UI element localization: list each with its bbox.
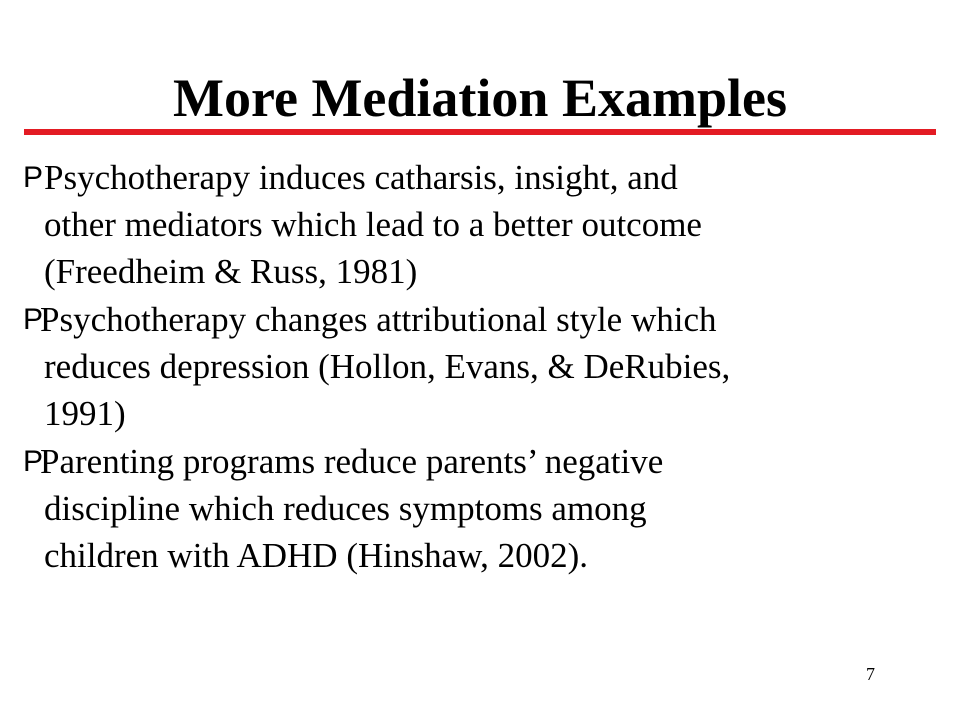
bullet-line: 1991) xyxy=(44,394,126,433)
bullet-line: (Freedheim & Russ, 1981) xyxy=(44,252,418,291)
bullet-item-3 xyxy=(0,438,904,579)
bullet-marker-icon: P xyxy=(23,303,44,336)
title-underline xyxy=(24,129,936,135)
bullet-marker-icon: P xyxy=(23,445,44,478)
bullet-marker-icon: P xyxy=(23,161,44,194)
bullet-line: reduces depression (Hollon, Evans, & DeRubies, xyxy=(44,347,731,386)
bullet-line: children with ADHD (Hinshaw, 2002). xyxy=(44,536,589,575)
bullet-line: discipline which reduces symptoms among xyxy=(44,489,647,528)
bullet-line: other mediators which lead to a better outcome xyxy=(44,205,702,244)
page-number: 7 xyxy=(866,664,875,684)
bullet-line: Parenting programs reduce parents’ negative xyxy=(40,442,664,481)
bullet-item-2 xyxy=(0,296,904,437)
slide-title: More Mediation Examples xyxy=(173,68,787,128)
bullet-item-1 xyxy=(0,154,904,295)
bullet-line: Psychotherapy changes attributional style which xyxy=(40,300,717,339)
bullet-list xyxy=(0,154,960,580)
bullet-line: Psychotherapy induces catharsis, insight, and xyxy=(44,158,678,197)
